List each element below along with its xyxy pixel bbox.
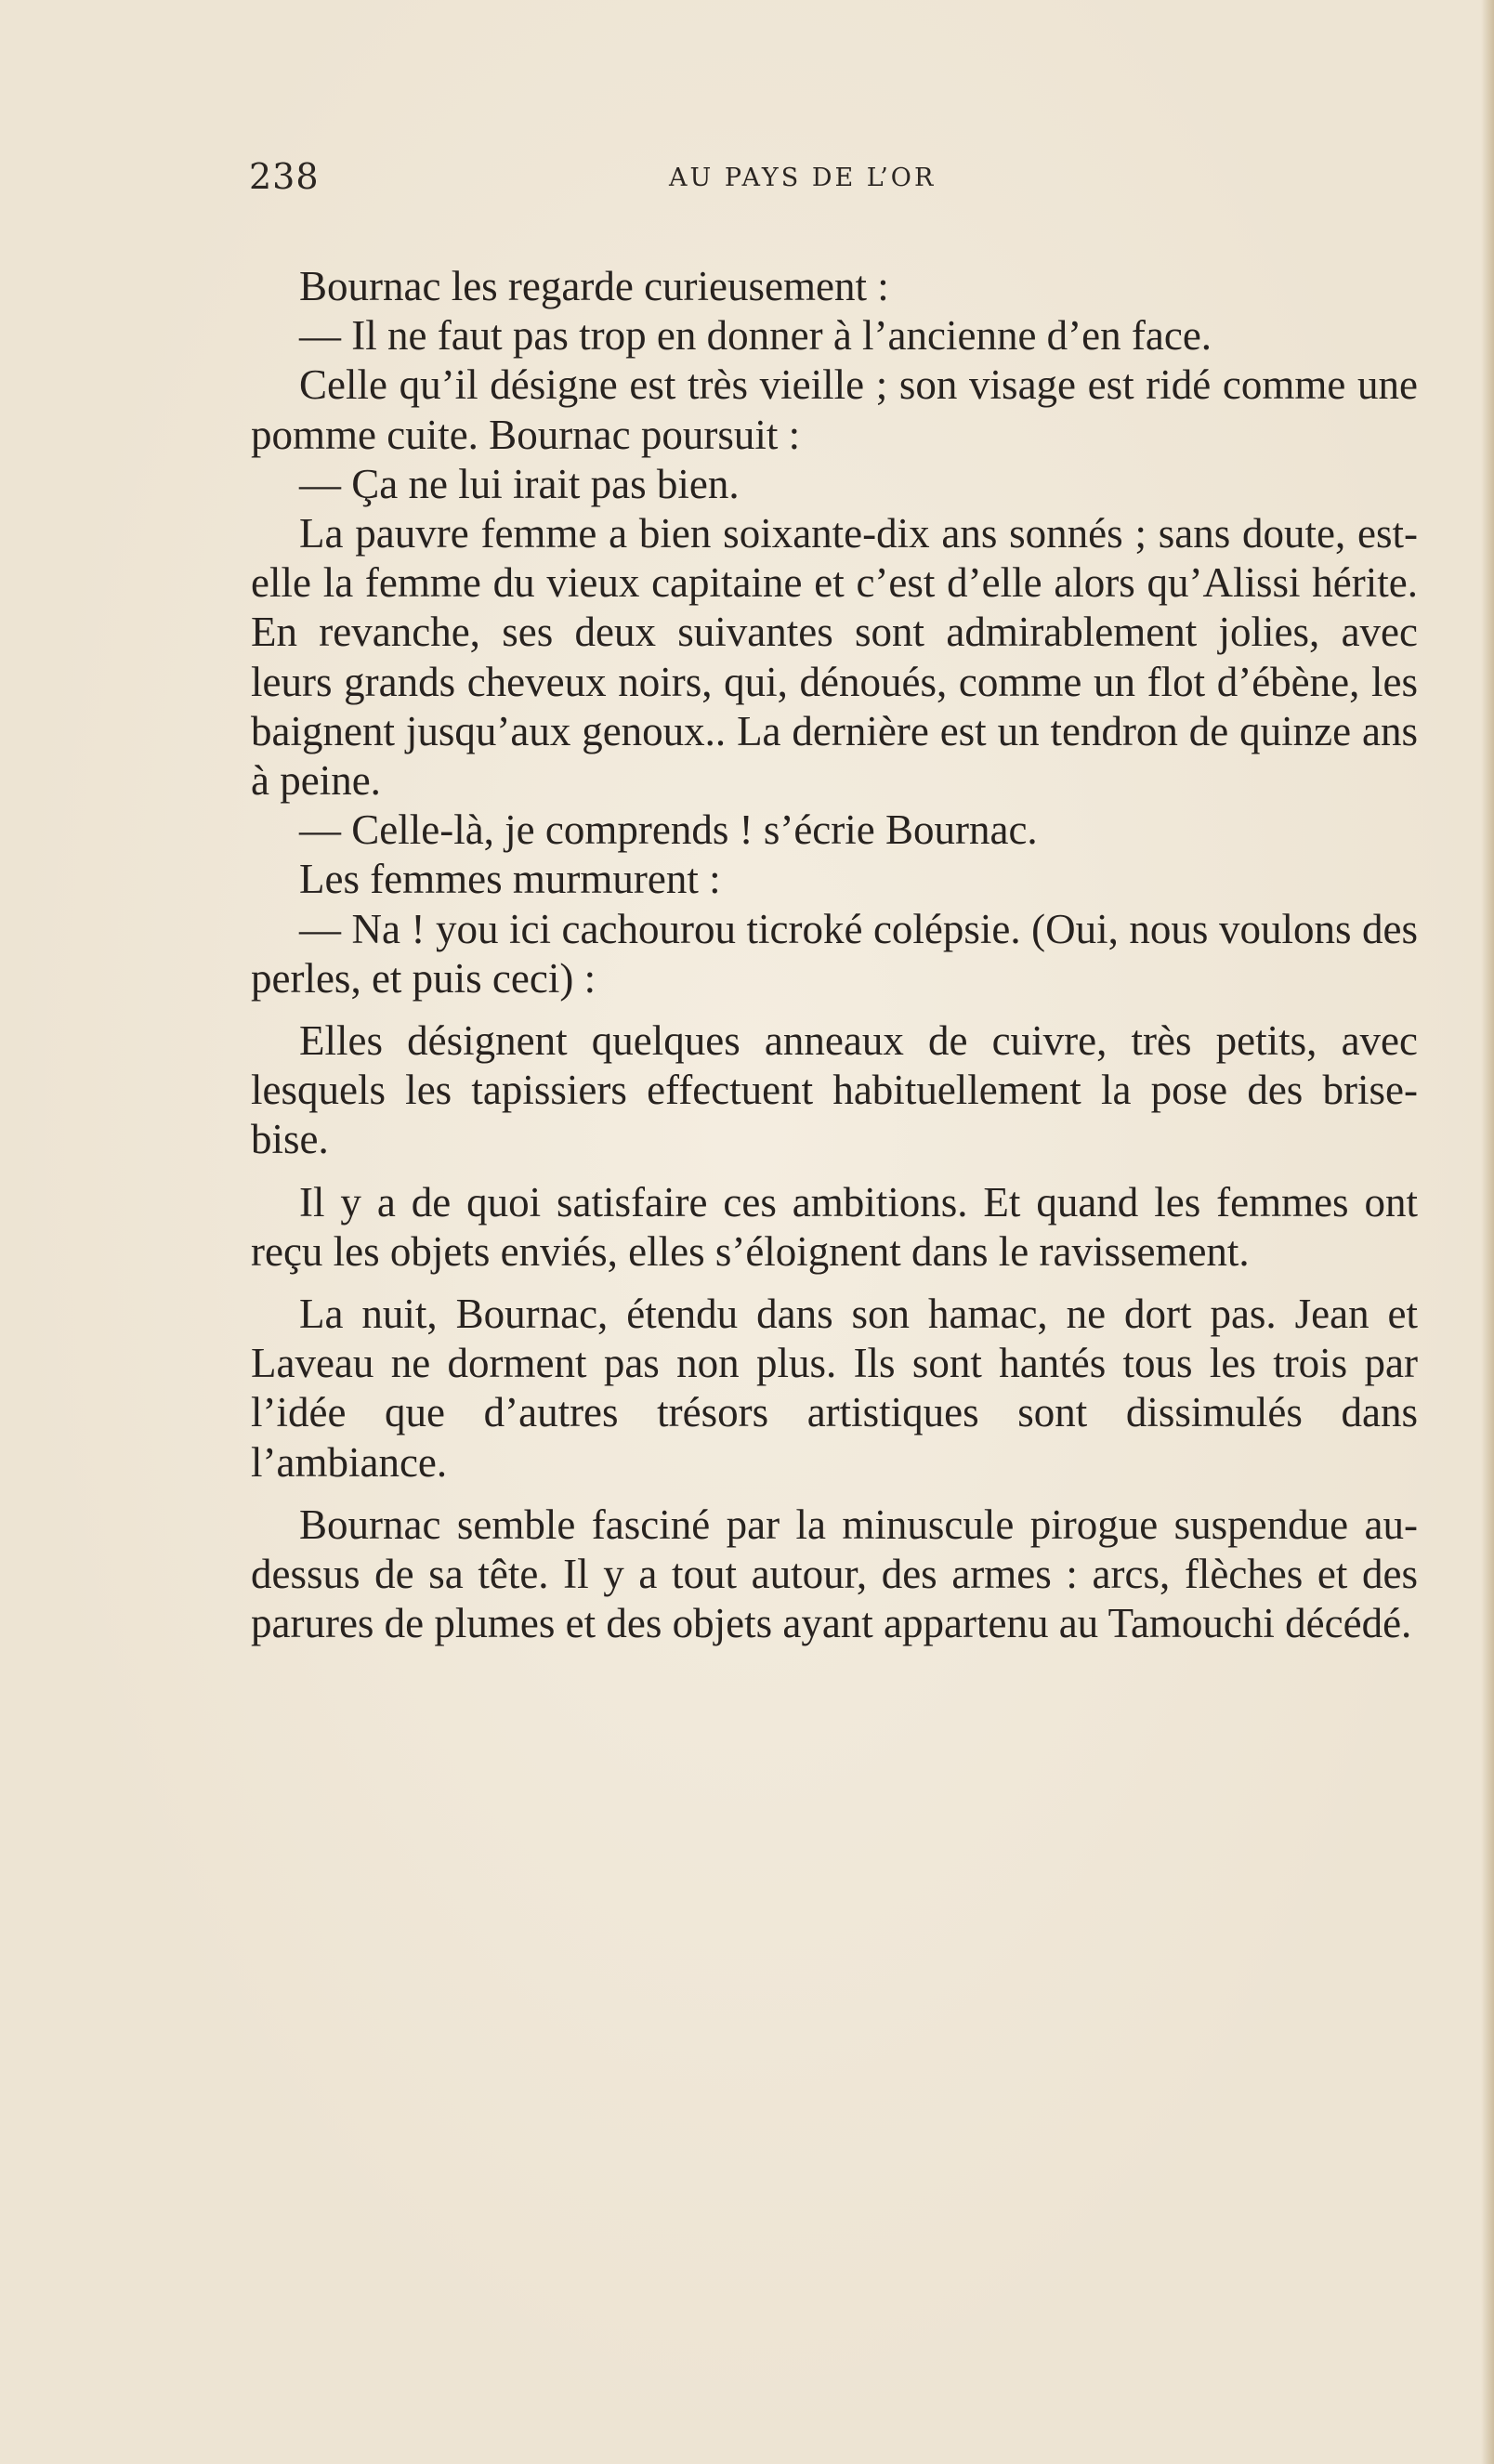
paragraph: La nuit, Bournac, étendu dans son hamac, ne dort pas. Jean et Laveau ne dorment pas non plus. Ils sont hantés tous les trois par l’idée que d’autres trésors artistiques sont dissimulés dans l’ambiance. (251, 1291, 1418, 1486)
paragraph: Elles désignent quelques anneaux de cuivre, très petits, avec lesquels les tapissiers effectuent habituellement la pose des brise-bise. (251, 1017, 1418, 1163)
paragraph: Bournac les regarde curieusement : (299, 263, 889, 309)
paragraph: Les femmes murmurent : (299, 856, 721, 903)
page-edge-shadow (1481, 0, 1494, 2464)
paragraph: La pauvre femme a bien soixante-dix ans sonnés ; sans doute, est-elle la femme du vieux capitaine et c’est d’elle alors qu’Alissi hérite. En revanche, ses deux suivantes sont admirablement jolies, avec leurs grands cheveux noirs, qui, dénoués, comme un flot d’ébène, les baignent jusqu’aux genoux.. La dernière est un tendron de quinze ans à peine. (251, 510, 1418, 805)
running-title: AU PAYS DE L’OR (669, 164, 937, 192)
paragraph: — Na ! you ici cachourou ticroké colépsie. (Oui, nous voulons des perles, et puis ceci) : (251, 905, 1418, 1002)
paragraph: — Il ne faut pas trop en donner à l’ancienne d’en face. (299, 312, 1212, 360)
paragraph: Celle qu’il désigne est très vieille ; son visage est ridé comme une pomme cuite. Bournac poursuit : (251, 361, 1418, 458)
page-header (249, 156, 1429, 212)
paragraph: Il y a de quoi satisfaire ces ambitions. Et quand les femmes ont reçu les objets enviés, elles s’éloignent dans le ravissement. (251, 1178, 1418, 1275)
paragraph: — Ça ne lui irait pas bien. (299, 460, 740, 507)
body-text (251, 262, 1418, 1648)
paragraph: Bournac semble fasciné par la minuscule pirogue suspendue au-dessus de sa tête. Il y a tout autour, des armes : arcs, flèches et des parures de plumes et des objets ayant appartenu au Tamouchi décédé. (251, 1501, 1418, 1647)
page-number: 238 (249, 156, 320, 197)
paragraph: — Celle-là, je comprends ! s’écrie Bournac. (299, 806, 1038, 854)
